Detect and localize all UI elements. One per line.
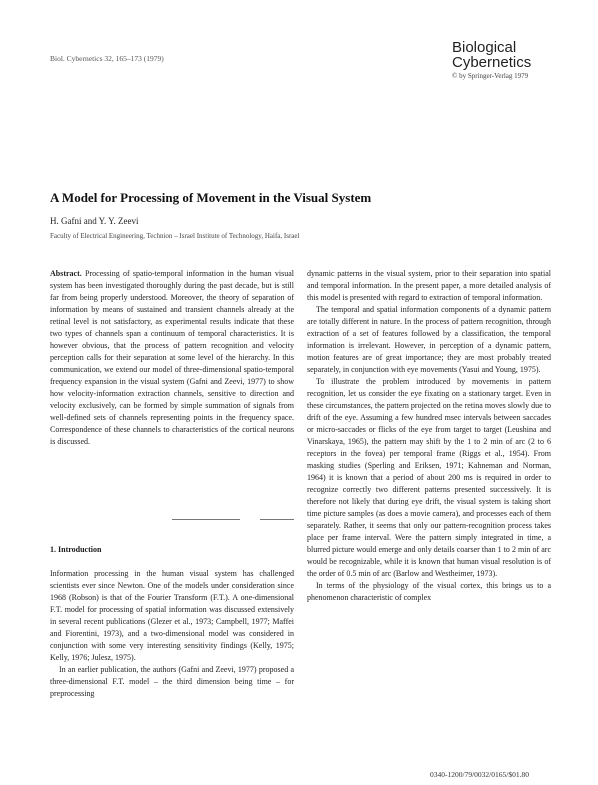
abstract-divider-right: [260, 519, 294, 520]
copyright-notice: © by Springer-Verlag 1979: [452, 72, 529, 80]
section-heading-introduction: 1. Introduction: [50, 545, 102, 554]
journal-citation: Biol. Cybernetics 32, 165–173 (1979): [50, 54, 164, 63]
paper-title: A Model for Processing of Movement in the Visual System: [50, 190, 372, 205]
paper-authors: H. Gafni and Y. Y. Zeevi: [50, 216, 139, 226]
intro-paragraph: In an earlier publication, the authors (Gafni and Zeevi, 1977) proposed a three-dimensional F.T. model – the third dimension being time – for preprocessing: [50, 665, 294, 698]
journal-title-line2: Cybernetics: [452, 54, 532, 71]
body-paragraph: To illustrate the problem introduced by movements in pattern recognition, let us consider the eye fixating on a stationary target. Even in these circumstances, the pattern projected on the retina moves slowly due to drift of the eye. Assuming a few hundred msec intervals between saccades or micro-saccades or flicks of the eye from target to target (Leushina and Vinarskaya, 1965), the pattern may shift by the 1 to 2 min of arc (2 to 6 receptors in the fovea) per temporal frame (Riggs et al., 1954). From masking studies (Sperling and Eriksen, 1971; Kahneman and Norman, 1964) it is known that a period of about 200 ms is required in order to recognize correctly two different patterns presented successively. It is therefore not likely that during eye drift, the visual system is taking short time picture samples (as does a movie camera), and processes each of them separately. Rather, it seems that only our pattern-recognition process takes place per frame interval. Were the pattern simply integrated in time, a blurred picture would emerge and only details coarser than 1 to 2 min of arc would be recognizable, while it is known that human visual resolution is of the order of 0.5 min of arc (Barlow and Westheimer, 1973).: [307, 377, 551, 578]
body-paragraph: dynamic patterns in the visual system, prior to their separation into spatial and temporal information. In the present paper, a more detailed analysis of this model is presented with regard to extraction of temporal information.: [307, 269, 551, 302]
body-paragraph: The temporal and spatial information components of a dynamic pattern are totally different in nature. In the process of pattern recognition, through extraction of a set of features followed by a classification, the temporal information is irrelevant. However, in perception of a dynamic pattern, motion features are of great importance; they are most probably treated separately, in conjunction with eye movements (Yasui and Young, 1975).: [307, 305, 551, 374]
abstract-text: Processing of spatio-temporal information in the human visual system has been investigated thoroughly during the past decade, but is still far from being properly understood. Moreover, the theory of separation of information by means of sustained and transient channels already at the retinal level is not satisfactory, as experimental results indicate that these two types of channels span a continuum of temporal characteristics. It is however obvious, that the process of pattern recognition and velocity perception calls for their separation at some level of the hierarchy. In this communication, we extend our model of three-dimensional spatio-temporal frequency expansion in the visual system (Gafni and Zeevi, 1977) to show how velocity-information extraction channels, sensitive to direction and velocity exclusively, can be formed by simple summation of signals from well-defined sets of channels representing points in the frequency space. Correspondence of these channels to characteristics of the cortical neurons is discussed.: [50, 269, 295, 446]
abstract: [50, 268, 294, 508]
abstract-label: Abstract.: [50, 269, 82, 278]
article-code: 0340-1200/79/0032/0165/$01.80: [430, 770, 529, 779]
right-column-body: [307, 268, 551, 756]
author-affiliation: Faculty of Electrical Engineering, Technion – Israel Institute of Technology, Haifa, Israel: [50, 232, 300, 240]
journal-title-line1: Biological: [452, 39, 517, 56]
abstract-divider: [172, 519, 240, 520]
intro-paragraph: Information processing in the human visual system has challenged scientists ever since Newton. One of the models under consideration since 1968 (Robson) is that of the Fourier Transform (F.T.). A one-dimensional F.T. model for processing of spatial information was discussed extensively in several recent publications (Glezer et al., 1973; Campbell, 1977; Maffei and Fiorentini, 1973), and a two-dimensional model was considered in conjunction with some very interesting sensitivity findings (Kelly, 1975; Kelly, 1976; Julesz, 1975).: [50, 569, 294, 662]
introduction-body: [50, 568, 294, 772]
body-paragraph: In terms of the physiology of the visual cortex, this brings us to a phenomenon characteristic of complex: [307, 581, 551, 602]
journal-logo: [452, 40, 552, 80]
